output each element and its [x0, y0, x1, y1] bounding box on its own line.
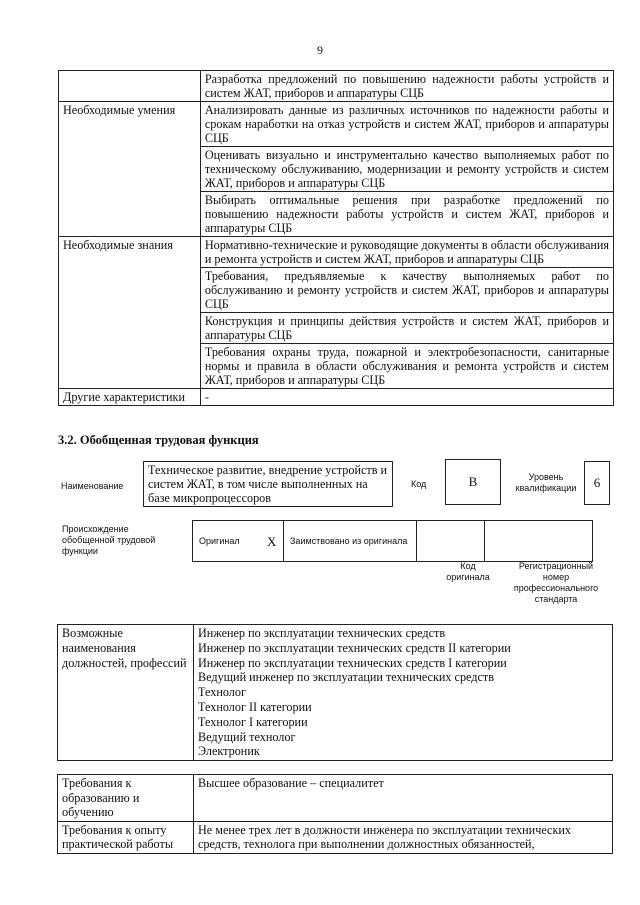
list-item: Инженер по эксплуатации технических средств I категории [198, 655, 507, 670]
table-row [59, 102, 614, 147]
table-row [58, 821, 613, 853]
list-item: Ведущий инженер по эксплуатации технических средств [198, 670, 494, 685]
list-item: Технолог [198, 685, 246, 700]
education-label: Требования к образованию и обучению [58, 775, 194, 822]
level-label: Уровень квалификации [515, 472, 577, 493]
section-heading: 3.2. Обобщенная трудовая функция [58, 433, 259, 447]
education-value: Высшее образование – специалитет [194, 775, 613, 822]
reg-number-cell [485, 521, 593, 562]
row-label-knowledge: Необходимые знания [59, 237, 201, 389]
list-item: Инженер по эксплуатации технических средств [198, 626, 446, 640]
code-value: В [445, 459, 501, 505]
page-number: 9 [317, 43, 323, 57]
name-label: Наименование [61, 481, 124, 491]
row-text: Разработка предложений по повышению надежности работы устройств и систем ЖАТ, приборов и аппаратуры СЦБ [200, 71, 613, 102]
row-text: Анализировать данные из различных источников по надежности работы и срокам наработки на отказ устройств и систем ЖАТ, приборов и аппаратуры СЦБ [200, 102, 613, 147]
origin-label: Происхождение обобщенной трудовой функции [62, 524, 156, 556]
positions-list [194, 625, 613, 761]
list-item: Технолог II категории [198, 699, 312, 714]
code-original-caption: Код оригинала [446, 561, 490, 582]
table-row [58, 625, 613, 761]
code-original-cell [417, 521, 485, 562]
original-label: Оригинал [193, 521, 262, 562]
table-row [59, 237, 614, 268]
row-label-other: Другие характеристики [59, 389, 201, 406]
row-text: Требования, предъявляемые к качеству выполняемых работ по обслуживанию и ремонту устройств и систем ЖАТ, приборов и аппаратуры СЦБ [200, 268, 613, 313]
level-value: 6 [584, 461, 610, 505]
experience-value: Не менее трех лет в должности инженера по эксплуатации технических средств, технолога при выполнении должностных обязанностей, [194, 821, 613, 853]
list-item: Электроник [198, 744, 260, 759]
row-label-skills: Необходимые умения [59, 102, 201, 237]
table-row [193, 521, 593, 562]
origin-table [192, 520, 593, 562]
table-row [58, 775, 613, 822]
row-text: Оценивать визуально и инструментально качество выполняемых работ по техническому обслуживанию, модернизации и ремонту устройств и систем ЖАТ, приборов и аппаратуры СЦБ [200, 147, 613, 192]
list-item: Инженер по эксплуатации технических средств II категории [198, 640, 511, 655]
positions-label: Возможные наименования должностей, профессий [58, 625, 194, 761]
name-value: Техническое развитие, внедрение устройств и систем ЖАТ, в том числе выполненных на базе микропроцессоров [143, 461, 393, 507]
row-text: - [200, 389, 613, 406]
reg-number-caption: Регистрационный номер профессионального стандарта [513, 561, 599, 604]
row-text: Нормативно-технические и руководящие документы в области обслуживания и ремонта устройств и систем ЖАТ, приборов и аппаратуры СЦБ [200, 237, 613, 268]
table-row [59, 389, 614, 406]
row-text: Выбирать оптимальные решения при разработке предложений по повышению надежности работы устройств и систем ЖАТ, приборов и аппаратуры СЦБ [200, 192, 613, 237]
row-text: Требования охраны труда, пожарной и электробезопасности, санитарные нормы и правила в области обслуживания и ремонта устройств и систем ЖАТ, приборов и аппаратуры СЦБ [200, 344, 613, 389]
skills-knowledge-table [58, 70, 614, 406]
table-row [59, 71, 614, 102]
row-label [59, 71, 201, 102]
requirements-table [57, 774, 613, 854]
experience-label: Требования к опыту практической работы [58, 821, 194, 853]
list-item: Технолог I категории [198, 714, 308, 729]
borrowed-label: Заимствовано из оригинала [284, 521, 417, 562]
list-item: Ведущий технолог [198, 729, 296, 744]
positions-table [57, 624, 613, 761]
row-text: Конструкция и принципы действия устройств и систем ЖАТ, приборов и аппаратуры СЦБ [200, 313, 613, 344]
original-mark: X [261, 521, 284, 562]
code-label: Код [411, 479, 427, 489]
